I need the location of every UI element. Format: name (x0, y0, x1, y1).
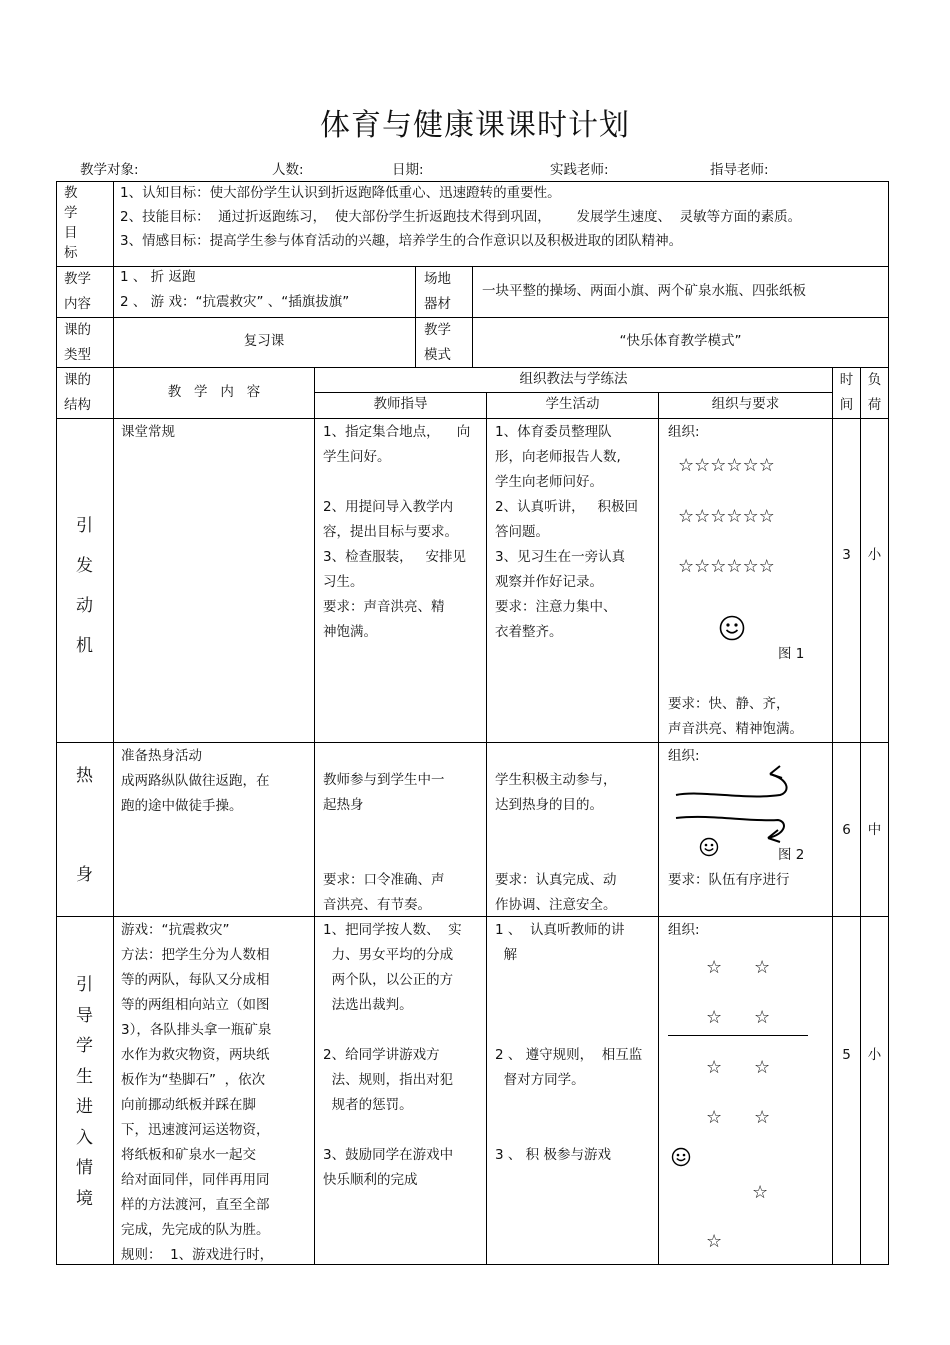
figure-2-caption: 图 2 (778, 847, 805, 863)
row1-star-line-1: ☆☆☆☆☆☆ (678, 455, 775, 476)
row2-content: 准备热身活动 成两路纵队做往返跑，在 跑的途中做徒手操。 (121, 748, 270, 814)
col-org: 组织与要求 (711, 396, 780, 412)
content-text: 1 、 折 返跑 2 、 游 戏：“抗震救灾” 、“插旗拔旗” (120, 269, 350, 310)
col-content: 教 学 内 容 (167, 384, 261, 400)
fig3-star: ☆ (754, 957, 771, 978)
row1-star-line-2: ☆☆☆☆☆☆ (678, 506, 775, 527)
type-value: 复习课 (243, 333, 285, 349)
fig3-star: ☆ (752, 1182, 769, 1203)
col-method: 组织教法与学练法 (519, 371, 628, 387)
row1-teacher: 1、指定集合地点， 向 学生问好。 2、用提问导入教学内 容，提出目标与要求。 3、检查服装， 安排见 习生。 要求：声音洪亮、精 神饱满。 (323, 424, 471, 640)
stage-scenario: 引 导 学 生 进 入 情 境 (76, 975, 93, 1209)
row1-student: 1、体育委员整理队 形，向老师报告人数, 学生向老师问好。 2、认真听讲， 积极回 答问题。 3、见习生在一旁认真 观察并作好记录。 要求：注意力集中、 衣着整齐。 (495, 424, 638, 640)
col-time: 时 间 (839, 372, 854, 413)
row2-teacher: 教师参与到学生中一 起热身 要求：口令准确、声 音洪亮、有节奏。 (323, 772, 445, 913)
row1-org-label: 组织: (668, 424, 700, 440)
row1-star-line-3: ☆☆☆☆☆☆ (678, 556, 775, 577)
mode-label: 教学 模式 (424, 322, 451, 363)
fig3-star: ☆ (706, 1007, 723, 1028)
row1-load: 小 (867, 547, 882, 563)
venue-label: 场地 器材 (424, 271, 451, 312)
col-structure: 课的 结构 (64, 372, 91, 413)
goal-affective: 3、情感目标：提高学生参与体育活动的兴趣，培养学生的合作意识以及积极进取的团队精神。 (120, 233, 683, 249)
label-student-count: 人数: (272, 162, 304, 178)
goals-label: 教 学 目 标 (64, 185, 78, 261)
row2-requirement: 要求：队伍有序进行 (668, 872, 790, 888)
fig3-star: ☆ (706, 1231, 723, 1252)
fig3-star: ☆ (754, 1057, 771, 1078)
teacher-smiley-icon (718, 614, 746, 642)
col-student: 学生活动 (545, 396, 600, 412)
row3-load: 小 (867, 1047, 882, 1063)
goal-skill: 2、技能目标： 通过折返跑练习， 使大部份学生折返跑技术得到巩固， 发展学生速度、 灵敏等方面的素质。 (120, 209, 802, 225)
page-title: 体育与健康课课时计划 (320, 108, 630, 143)
fig3-star: ☆ (754, 1007, 771, 1028)
teacher-smiley-icon-3 (670, 1146, 692, 1168)
stage-warmup: 热 身 (76, 766, 93, 885)
venue-text: 一块平整的操场、两面小旗、两个矿泉水瓶、四张纸板 (482, 283, 806, 299)
figure-2-paths (676, 766, 787, 842)
fig3-star: ☆ (706, 957, 723, 978)
row3-org-label: 组织: (668, 922, 700, 938)
row2-student: 学生积极主动参与， 达到热身的目的。 要求：认真完成、动 作协调、注意安全。 (495, 772, 617, 913)
type-label: 课的 类型 (64, 322, 91, 363)
stage-motivation: 引 发 动 机 (76, 516, 93, 656)
mode-value: “快乐体育教学模式” (619, 333, 742, 349)
label-guide-teacher: 指导老师: (710, 162, 769, 178)
row3-student: 1 、 认真听教师的讲 解 2 、 遵守规则， 相互监 督对方同学。 3 、 积 极参与游戏 (495, 922, 643, 1163)
row1-content: 课堂常规 (121, 424, 175, 440)
row2-time: 6 (842, 822, 851, 838)
row1-time: 3 (842, 547, 851, 563)
col-teacher: 教师指导 (373, 396, 428, 412)
row3-content: 游戏：“抗震救灾” 方法：把学生分为人数相 等的两队，每队又分成相 等的两组相向站立（如图 3），各队排头拿一瓶矿泉 水作为救灾物资，两块纸 板作为“垫脚石” ，依次 向前挪动纸板并踩在脚 下，迅速渡河运送物资， 将纸板和矿泉水一起交 给对面同伴，同伴再用同 样的方法渡河，直至全部 完成，先完成的队为胜。 规则： 1、游戏进行时， (121, 922, 274, 1263)
row1-requirement: 要求：快、静、齐， 声音洪亮、精神饱满。 (668, 696, 803, 737)
row3-teacher: 1、把同学按人数、 实 力、男女平均的分成 两个队，以公正的方 法选出裁判。 2、给同学讲游戏方 法、规则，指出对犯 规者的惩罚。 3、鼓励同学在游戏中 快乐顺利的完成 (323, 922, 462, 1188)
goal-cognitive: 1、认知目标：使大部份学生认识到折返跑降低重心、迅速蹬转的重要性。 (120, 185, 561, 201)
fig3-star: ☆ (754, 1107, 771, 1128)
row2-load: 中 (867, 822, 882, 838)
fig3-star: ☆ (706, 1107, 723, 1128)
fig3-star: ☆ (706, 1057, 723, 1078)
label-teaching-object: 教学对象: (80, 162, 139, 178)
col-load: 负 荷 (867, 372, 882, 413)
label-practice-teacher: 实践老师: (550, 162, 609, 178)
figure-1-caption: 图 1 (778, 646, 805, 662)
row2-org-label: 组织: (668, 748, 700, 764)
label-date: 日期: (392, 162, 424, 178)
row3-time: 5 (842, 1047, 851, 1063)
content-label: 教学 内容 (64, 271, 91, 312)
teacher-smiley-icon-2 (698, 836, 720, 858)
